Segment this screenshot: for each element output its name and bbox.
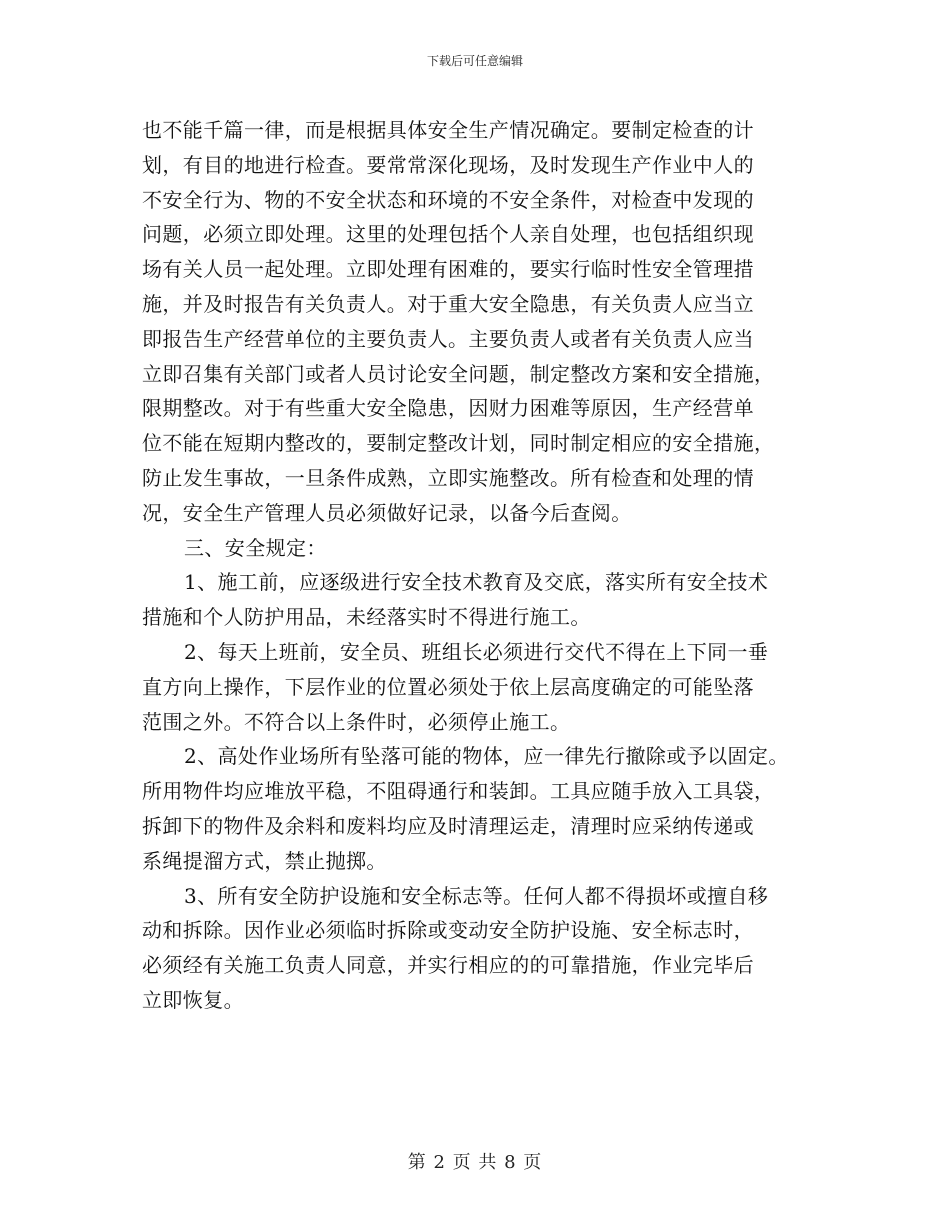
- text-line: 拆卸下的物件及余料和废料均应及时清理运走，清理时应采纳传递或: [142, 813, 754, 838]
- text-line: 位不能在短期内整改的，要制定整改计划，同时制定相应的安全措施，: [142, 431, 775, 456]
- text-line: 动和拆除。因作业必须临时拆除或变动安全防护设施、安全标志时，: [142, 918, 754, 943]
- text-line: 问题，必须立即处理。这里的处理包括个人亲自处理，也包括组织现: [142, 222, 754, 247]
- text-line: 所用物件均应堆放平稳，不阻碍通行和装卸。工具应随手放入工具袋，: [142, 779, 775, 804]
- text-line: 场有关人员一起处理。立即处理有困难的，要实行临时性安全管理措: [142, 257, 754, 282]
- page-header: 下载后可任意编辑: [426, 54, 523, 68]
- text-line: 即报告生产经营单位的主要负责人。主要负责人或者有关负责人应当: [142, 326, 754, 351]
- text-line: 不安全行为、物的不安全状态和环境的不安全条件，对检查中发现的: [142, 187, 754, 212]
- text-line: 直方向上操作，下层作业的位置必须处于依上层高度确定的可能坠落: [142, 674, 754, 699]
- text-line: 立即恢复。: [142, 987, 244, 1012]
- text-line: 况，安全生产管理人员必须做好记录，以备今后查阅。: [142, 500, 632, 525]
- text-line: 2、高处作业场所有坠落可能的物体，应一律先行撤除或予以固定。: [184, 744, 789, 769]
- text-line: 措施和个人防护用品，未经落实时不得进行施工。: [142, 605, 591, 630]
- text-line: 限期整改。对于有些重大安全隐患，因财力困难等原因，生产经营单: [142, 396, 754, 421]
- text-line: 系绳提溜方式，禁止抛掷。: [142, 848, 387, 873]
- text-line: 三、安全规定：: [184, 535, 327, 560]
- text-line: 3、所有安全防护设施和安全标志等。任何人都不得损坏或擅自移: [184, 883, 769, 908]
- text-line: 施，并及时报告有关负责人。对于重大安全隐患，有关负责人应当立: [142, 291, 754, 316]
- text-line: 立即召集有关部门或者人员讨论安全问题，制定整改方案和安全措施，: [142, 361, 775, 386]
- page-number: 第 2 页 共 8 页: [407, 1152, 543, 1173]
- text-line: 1、施工前，应逐级进行安全技术教育及交底，落实所有安全技术: [184, 570, 769, 595]
- text-line: 防止发生事故，一旦条件成熟，立即实施整改。所有检查和处理的情: [142, 465, 754, 490]
- text-line: 范围之外。不符合以上条件时，必须停止施工。: [142, 709, 571, 734]
- text-line: 必须经有关施工负责人同意，并实行相应的的可靠措施，作业完毕后: [142, 953, 754, 978]
- document-body: [142, 113, 832, 1018]
- text-line: 也不能千篇一律，而是根据具体安全生产情况确定。要制定检查的计: [142, 118, 754, 142]
- text-line: 2、每天上班前，安全员、班组长必须进行交代不得在上下同一垂: [184, 639, 769, 664]
- text-line: 划，有目的地进行检查。要常常深化现场，及时发现生产作业中人的: [142, 152, 754, 177]
